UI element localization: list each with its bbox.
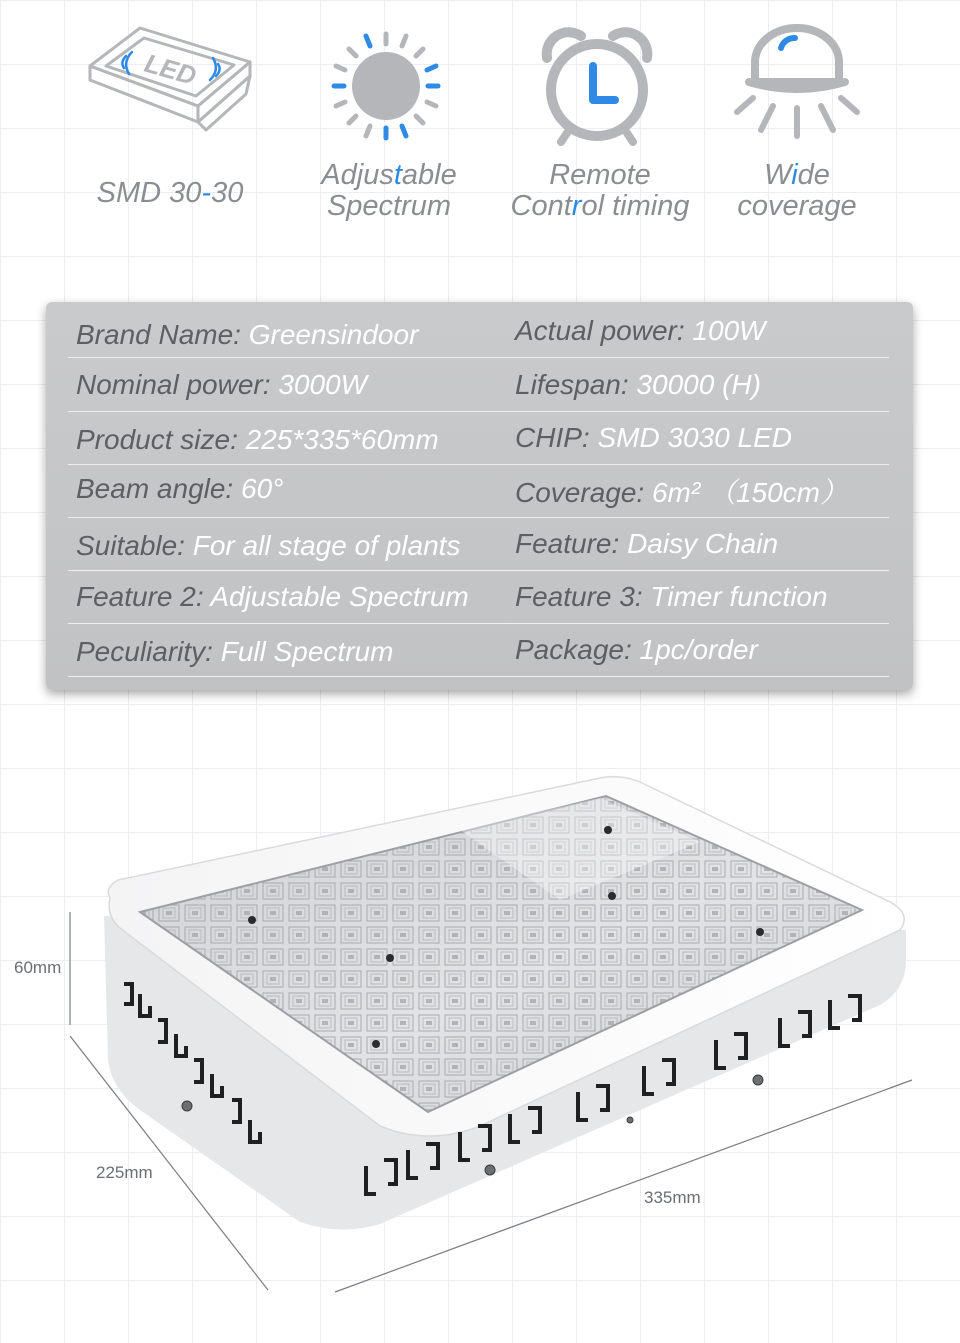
spec-row [68, 517, 889, 571]
spec-key: Beam angle: [76, 473, 241, 504]
label-accent: t [393, 159, 402, 191]
spec-value: Daisy Chain [627, 528, 779, 559]
feature-label-smd [70, 178, 270, 209]
alarm-clock-icon [497, 18, 697, 148]
spec-suitable [76, 529, 460, 563]
spec-feature-3 [515, 580, 828, 614]
spec-row [68, 570, 889, 624]
spec-key: Product size: [76, 424, 246, 455]
spec-value: 30000 (H) [636, 369, 761, 400]
ceiling-lamp-icon [697, 18, 897, 148]
label-part: de [797, 159, 830, 191]
spec-beam-angle [76, 472, 283, 506]
spec-key: Suitable: [76, 530, 193, 561]
feature-label-spectrum [286, 160, 492, 222]
dimension-height: 60mm [14, 958, 62, 977]
spec-value: Greensindoor [248, 319, 419, 350]
spec-value: Full Spectrum [220, 636, 394, 667]
spec-brand [76, 318, 418, 352]
label-part: Spectrum [326, 190, 452, 222]
spec-key: Feature 2: [76, 581, 211, 612]
spec-value: 1pc/order [639, 634, 758, 665]
spec-actual-power [515, 314, 766, 348]
label-part: SMD 30 [96, 177, 202, 209]
feature-label-timer [487, 160, 713, 222]
spec-key: Feature: [515, 528, 628, 559]
feature-timer [497, 18, 697, 148]
spec-key: Nominal power: [76, 369, 279, 400]
feature-label-coverage [697, 160, 897, 222]
spec-value: SMD 3030 LED [597, 422, 793, 453]
spec-table [46, 302, 913, 690]
spec-value: 3000W [278, 369, 368, 400]
spec-row [68, 304, 889, 358]
dimension-depth: 225mm [96, 1163, 153, 1182]
spec-chip [515, 421, 792, 455]
spec-key: CHIP: [515, 422, 598, 453]
spec-row [68, 623, 889, 677]
spec-key: Lifespan: [515, 369, 637, 400]
label-accent: r [571, 190, 582, 222]
feature-smd [70, 18, 270, 138]
dimension-width: 335mm [644, 1188, 701, 1207]
label-accent: i [791, 159, 798, 191]
spec-key: Actual power: [515, 315, 693, 346]
led-chip-icon [70, 18, 270, 138]
label-part: 30 [211, 177, 244, 209]
product-illustration [0, 760, 960, 1338]
spec-value: 225*335*60mm [245, 424, 439, 455]
label-part: coverage [737, 190, 857, 222]
feature-spectrum [286, 18, 486, 148]
spec-value: Adjustable Spectrum [210, 581, 469, 612]
feature-coverage [697, 18, 897, 148]
spec-value: 60° [241, 473, 284, 504]
svg-text:LED: LED [141, 47, 200, 91]
label-part: Remote [549, 159, 651, 191]
grow-light-drawing [0, 760, 960, 1338]
label-part: W [764, 159, 792, 191]
spec-feature-2 [76, 580, 469, 614]
spec-key: Package: [515, 634, 640, 665]
spec-peculiarity [76, 635, 393, 669]
label-part: Adjus [321, 159, 394, 191]
spec-key: Coverage: [515, 477, 652, 508]
spec-product-size [76, 423, 439, 457]
spec-row [68, 411, 889, 465]
spec-key: Feature 3: [515, 581, 651, 612]
label-part: Cont [510, 190, 572, 222]
label-accent: - [201, 177, 212, 209]
sun-icon [286, 18, 486, 148]
spec-row [68, 358, 889, 412]
label-part: able [401, 159, 457, 191]
spec-nominal-power [76, 368, 367, 402]
spec-row [68, 464, 889, 518]
spec-value: Timer function [650, 581, 828, 612]
spec-value: 100W [692, 315, 766, 346]
spec-key: Brand Name: [76, 319, 249, 350]
label-part: ol timing [581, 190, 690, 222]
spec-value: 6m² （150cm） [651, 477, 849, 508]
spec-feature [515, 527, 778, 561]
spec-value: For all stage of plants [192, 530, 461, 561]
spec-lifespan [515, 368, 761, 402]
spec-package [515, 633, 758, 667]
spec-coverage [515, 476, 848, 510]
spec-key: Peculiarity: [76, 636, 221, 667]
